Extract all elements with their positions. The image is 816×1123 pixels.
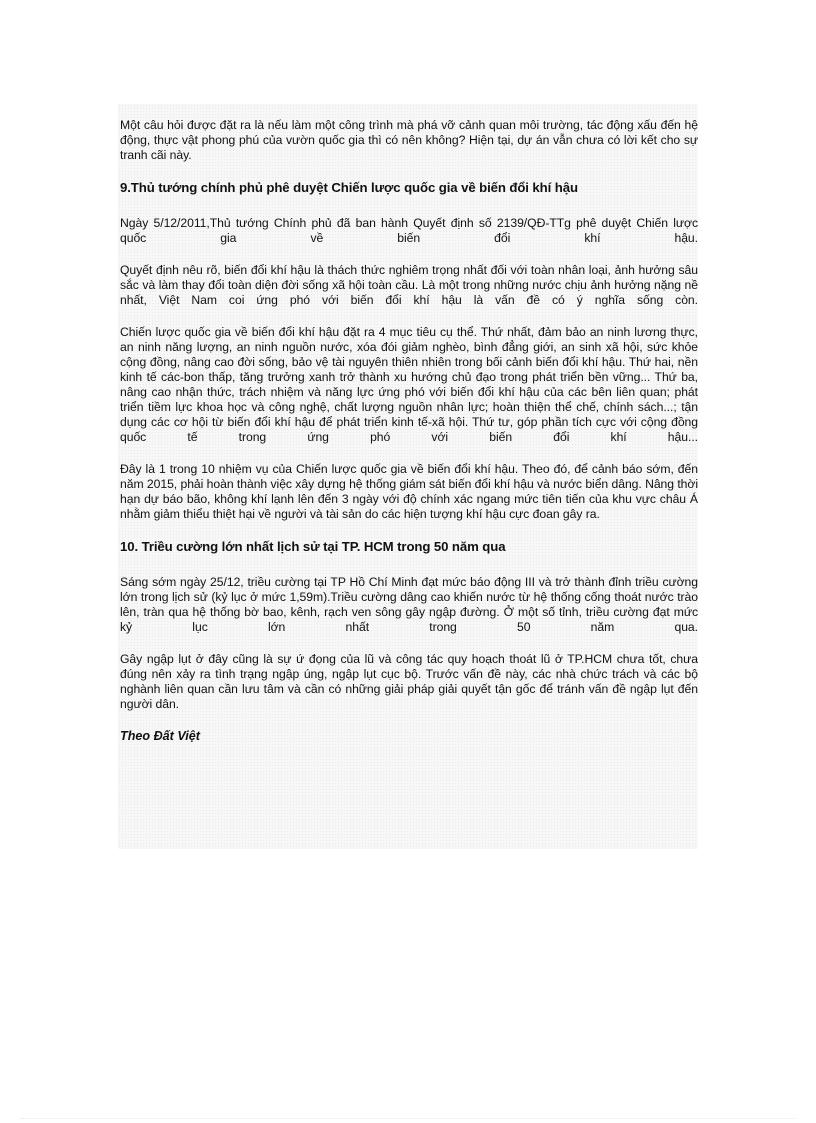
page-bottom-divider bbox=[20, 1118, 796, 1119]
section-9-heading: 9.Thủ tướng chính phủ phê duyệt Chiến lược quốc gia về biến đổi khí hậu bbox=[120, 180, 578, 195]
section-9-paragraph-3: Chiến lược quốc gia về biến đổi khí hậu đặt ra 4 mục tiêu cụ thể. Thứ nhất, đảm bảo an ninh lương thực, an ninh năng lượng, an ninh nguồn nước, xóa đói giảm nghèo, bình đẳng giới, an sinh xã hội, sức khỏe cộng đồng, nâng cao đời sống, bảo vệ tài nguyên thiên nhiên trong bối cảnh biến đổi khí hậu. Thứ hai, nền kinh tế các-bon thấp, tăng trưởng xanh trở thành xu hướng chủ đạo trong phát triển bền vững... Thứ ba, nâng cao nhận thức, trách nhiệm và năng lực ứng phó với biến đổi khí hậu của các bên liên quan; phát triển tiềm lực khoa học và công nghệ, chất lượng nguồn nhân lực; hoàn thiện thể chế, chính sách...; tận dụng các cơ hội từ biến đổi khí hậu để phát triển kinh tế-xã hội. Thứ tư, góp phần tích cực với cộng đồng quốc tế trong ứng phó với biến đổi khí hậu... bbox=[120, 325, 698, 444]
intro-paragraph: Một câu hỏi được đặt ra là nếu làm một công trình mà phá vỡ cảnh quan môi trường, tác động xấu đến hệ động, thực vật phong phú của vườn quốc gia thì có nên không? Hiện tại, dự án vẫn chưa có lời kết cho sự tranh cãi này. bbox=[120, 118, 698, 162]
section-9-paragraph-2: Quyết định nêu rõ, biến đổi khí hậu là thách thức nghiêm trọng nhất đối với toàn nhân loại, ảnh hưởng sâu sắc và làm thay đổi toàn diện đời sống xã hội toàn cầu. Là một trong những nước chịu ảnh hưởng nặng nề nhất, Việt Nam coi ứng phó với biến đổi khí hậu là vấn đề có ý nghĩa sống còn. bbox=[120, 263, 698, 307]
source-credit: Theo Đất Việt bbox=[120, 729, 201, 743]
section-9-paragraph-4: Đây là 1 trong 10 nhiệm vụ của Chiến lược quốc gia về biến đổi khí hậu. Theo đó, để cảnh báo sớm, đến năm 2015, phải hoàn thành việc xây dựng hệ thống giám sát biến đổi khí hậu và nước biển dâng. Nâng thời hạn dự báo bão, không khí lạnh lên đến 3 ngày với độ chính xác ngang mức tiên tiến của khu vực châu Á nhằm giảm thiểu thiệt hại về người và tài sản do các hiện tượng khí hậu cực đoan gây ra. bbox=[120, 462, 699, 521]
section-10-paragraph-2: Gây ngập lụt ở đây cũng là sự ứ đọng của lũ và công tác quy hoạch thoát lũ ở TP.HCM chưa tốt, chưa đúng nên xảy ra tình trạng ngập úng, ngập lụt cục bộ. Trước vấn đề này, các nhà chức trách và các bộ nghành liên quan cần lưu tâm và cần có những giải pháp giải quyết tận gốc để tránh vấn đề ngập lụt đến người dân. bbox=[120, 652, 698, 711]
section-10-paragraph-1: Sáng sớm ngày 25/12, triều cường tại TP Hồ Chí Minh đạt mức báo động III và trở thành đỉnh triều cường lớn trong lịch sử (kỷ lục ở mức 1,59m).Triều cường dâng cao khiến nước từ hệ thống cống thoát nước trào lên, tràn qua hệ thống bờ bao, kênh, rạch ven sông gây ngập đường. Ở một số tỉnh, triều cường đạt mức kỷ lục lớn nhất trong 50 năm qua. bbox=[120, 575, 698, 634]
section-10-heading: 10. Triều cường lớn nhất lịch sử tại TP. HCM trong 50 năm qua bbox=[120, 539, 506, 554]
section-9-paragraph-1: Ngày 5/12/2011,Thủ tướng Chính phủ đã ban hành Quyết định số 2139/QĐ-TTg phê duyệt Chiến lược quốc gia về biến đổi khí hậu. bbox=[120, 216, 698, 245]
article-body bbox=[118, 104, 698, 849]
